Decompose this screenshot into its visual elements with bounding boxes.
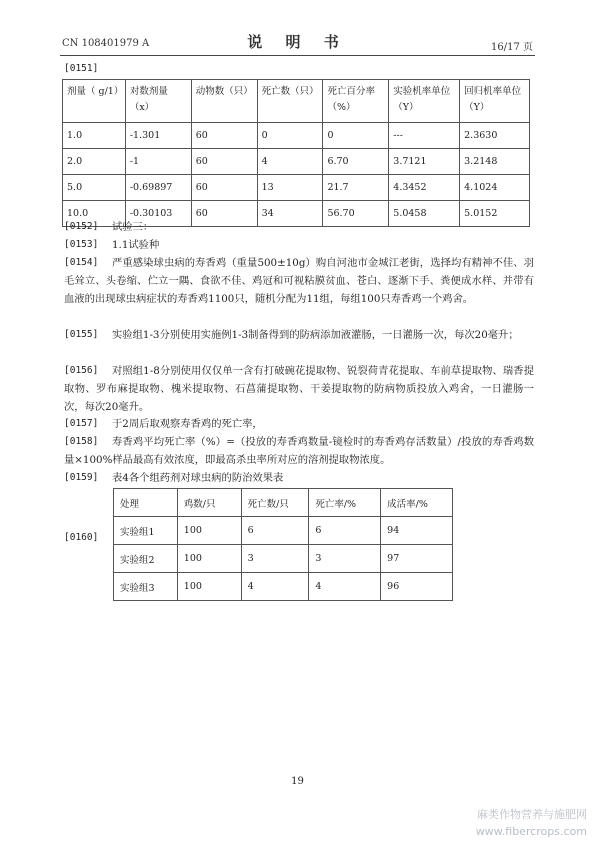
table-cell: -1 — [125, 149, 191, 175]
dose-mortality-table — [62, 79, 530, 227]
paragraph-number: [0157] — [64, 418, 99, 429]
paragraph-number: [0160] — [64, 532, 99, 543]
table-cell: 60 — [191, 149, 257, 175]
header-cell: 鸡数/只 — [177, 489, 241, 517]
table-cell: 0 — [323, 123, 389, 149]
header-divider — [60, 55, 535, 56]
table-cell: 60 — [191, 201, 257, 227]
paragraph-0158 — [64, 433, 534, 469]
header-cell: 死亡百分率（%） — [323, 80, 389, 123]
header-cell: 死亡数/只 — [241, 489, 309, 517]
treatment-effect-table — [113, 488, 453, 601]
table-cell: -0.69897 — [125, 175, 191, 201]
watermark-url: www.fibercrops.com — [475, 825, 587, 838]
table-row — [63, 175, 530, 201]
table-cell: 2.0 — [63, 149, 126, 175]
paragraph-0159 — [64, 469, 534, 487]
table-row — [114, 517, 453, 545]
table-cell: 6 — [241, 517, 309, 545]
paragraph-number: [0159] — [64, 472, 99, 483]
table-cell: 1.0 — [63, 123, 126, 149]
table-cell: 2.3630 — [460, 123, 530, 149]
table-cell: 3 — [309, 545, 381, 573]
table-cell: 60 — [191, 123, 257, 149]
table-cell: 5.0458 — [389, 201, 460, 227]
paragraph-number: [0158] — [64, 436, 99, 447]
header-cell: 处理 — [114, 489, 178, 517]
table-cell: 21.7 — [323, 175, 389, 201]
paragraph-0157 — [64, 415, 534, 433]
header-cell: 对数剂量（x） — [125, 80, 191, 123]
paragraph-number: [0155] — [64, 329, 99, 340]
header-cell: 动物数（只） — [191, 80, 257, 123]
table-cell: 60 — [191, 175, 257, 201]
paragraph-text: 试验三： — [112, 221, 154, 233]
paragraph-text: 实验组1-3分别使用实施例1-3制备得到的防病添加液灌肠，一日灌肠一次，每次20毫升； — [112, 329, 519, 341]
page-number: 19 — [291, 776, 304, 787]
table-row — [63, 149, 530, 175]
paragraph-text: 于2周后取观察寿香鸡的死亡率， — [112, 418, 263, 430]
table-caption: 表4各个组药剂对球虫病的防治效果表 — [112, 472, 284, 484]
table-cell: 实验组1 — [114, 517, 178, 545]
table-cell: 4.3452 — [389, 175, 460, 201]
paragraph-0152 — [64, 218, 534, 236]
header-cell: 回归机率单位（Y） — [460, 80, 530, 123]
table-cell: 96 — [381, 573, 453, 601]
table-cell: 100 — [177, 573, 241, 601]
paragraph-text: 严重感染球虫病的寿香鸡（重量500±10g）购自河池市金城江老街，选择均有精神不佳、羽毛耸立、头卷缩、伫立一隅、食欲不佳、鸡冠和可视粘膜贫血、苍白、逐渐下手、粪便成水样、并带有血液的出现球虫病症状的寿香鸡1100只，随机分配为11组，每组100只寿香鸡一个鸡舍。 — [64, 257, 534, 305]
watermark-site-name: 麻类作物营养与施肥网 — [477, 808, 587, 821]
table-cell: 4 — [257, 149, 323, 175]
table-cell: 5.0152 — [460, 201, 530, 227]
watermark — [476, 806, 587, 840]
paragraph-number: [0153] — [64, 239, 99, 250]
table-cell: 3.2148 — [460, 149, 530, 175]
table-cell: 3.7121 — [389, 149, 460, 175]
table-cell: 5.0 — [63, 175, 126, 201]
table-header-row — [63, 80, 530, 123]
table-row — [63, 123, 530, 149]
paragraph-number: [0152] — [64, 221, 99, 232]
paragraph-number: [0156] — [64, 365, 99, 376]
table-cell: 0 — [257, 123, 323, 149]
table-cell: 4 — [241, 573, 309, 601]
paragraph-0155 — [64, 326, 534, 344]
table-cell: 3 — [241, 545, 309, 573]
paragraph-0154 — [64, 254, 534, 308]
table-cell: 实验组2 — [114, 545, 178, 573]
table-cell: 56.70 — [323, 201, 389, 227]
document-title: 说 明 书 — [247, 33, 348, 51]
paragraph-text: 寿香鸡平均死亡率（%）=（投放的寿香鸡数量-镜检时的寿香鸡存活数量）/投放的寿香鸡数量×100%样品最高有效浓度，即最高杀虫率所对应的溶剂提取物浓度。 — [64, 436, 534, 466]
table-cell: -0.30103 — [125, 201, 191, 227]
header-cell: 剂量（ g/1） — [63, 80, 126, 123]
table-cell: 6 — [309, 517, 381, 545]
page-indicator: 16/17 页 — [491, 42, 533, 53]
table-cell: 10.0 — [63, 201, 126, 227]
table-cell: 6.70 — [323, 149, 389, 175]
header-cell: 实验机率单位（Y） — [389, 80, 460, 123]
table-header-row — [114, 489, 453, 517]
table-cell: 100 — [177, 517, 241, 545]
paragraph-0156 — [64, 362, 534, 416]
table-cell: 实验组3 — [114, 573, 178, 601]
table-cell: --- — [389, 123, 460, 149]
header-cell: 成活率/% — [381, 489, 453, 517]
paragraph-number: [0154] — [64, 257, 99, 268]
table-cell: -1.301 — [125, 123, 191, 149]
paragraph-text: 1.1试验种 — [112, 239, 160, 251]
table-cell: 4 — [309, 573, 381, 601]
paragraph-text: 对照组1-8分别使用仅仅单一含有打破碗花提取物、锐裂荷青花提取、车前草提取物、瑞香提取物、罗布麻提取物、槐米提取物、石菖蒲提取物、干姜提取物的防病物质投放入鸡舍，一日灌肠一次，每次20毫升。 — [64, 365, 534, 413]
table-cell: 34 — [257, 201, 323, 227]
table-cell: 13 — [257, 175, 323, 201]
table-row — [114, 573, 453, 601]
table-row — [114, 545, 453, 573]
paragraph-0153 — [64, 236, 534, 254]
table-cell: 94 — [381, 517, 453, 545]
table-cell: 4.1024 — [460, 175, 530, 201]
header-cell: 死亡率/% — [309, 489, 381, 517]
header-cell: 死亡数（只） — [257, 80, 323, 123]
paragraph-number: [0151] — [64, 63, 99, 74]
patent-number: CN 108401979 A — [62, 38, 150, 49]
table-cell: 100 — [177, 545, 241, 573]
table-cell: 97 — [381, 545, 453, 573]
